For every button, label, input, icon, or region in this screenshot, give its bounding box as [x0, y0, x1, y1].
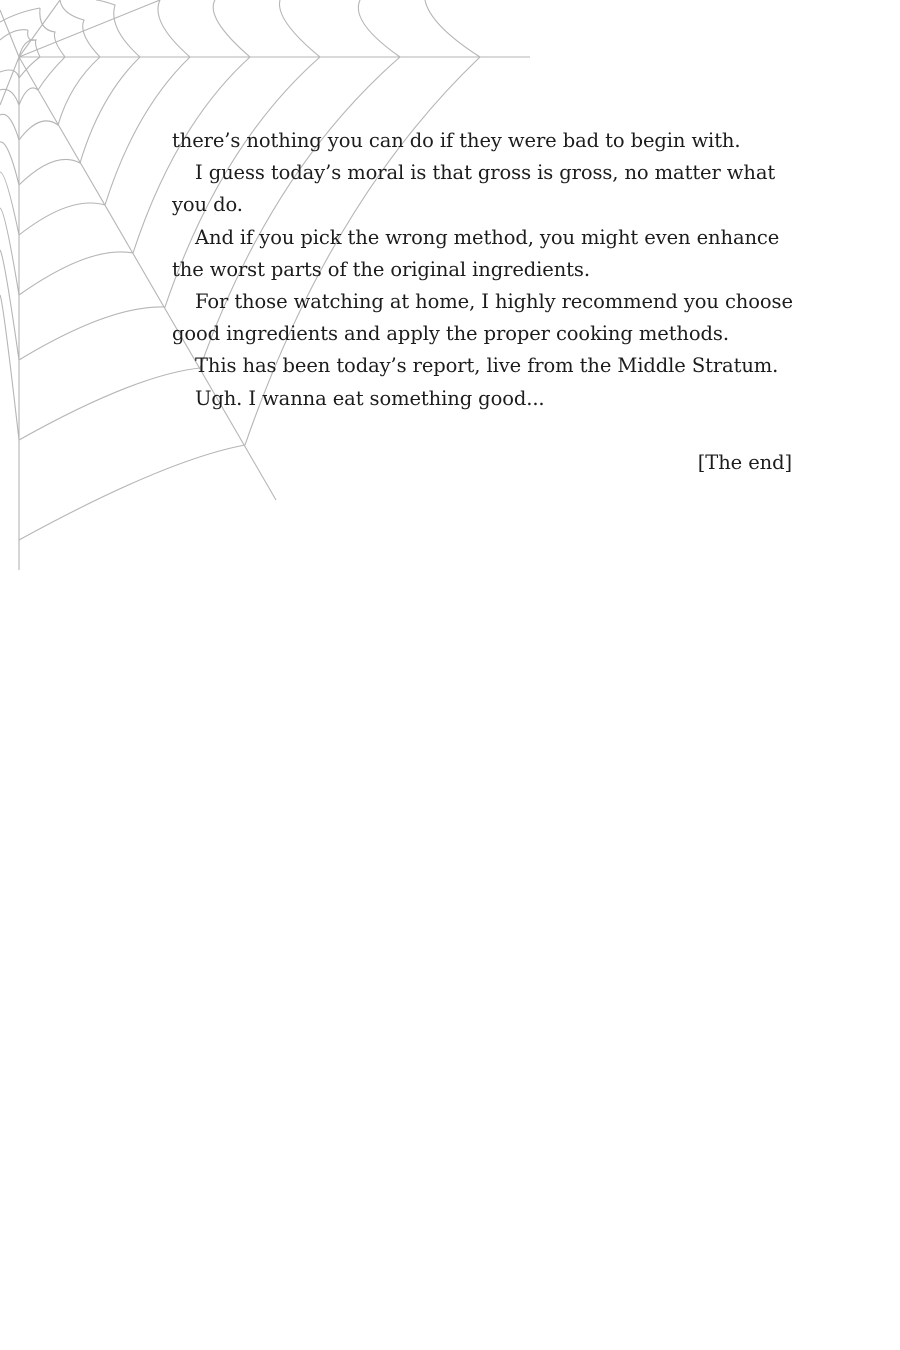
paragraph-continuation: there’s nothing you can do if they were bad to begin with. [172, 129, 741, 152]
web-spiral-arc [0, 57, 190, 235]
story-text [172, 125, 812, 479]
paragraph: For those watching at home, I highly recommend you choose good ingredients and apply the proper cooking methods. [172, 290, 793, 346]
paragraph: Ugh. I wanna eat something good... [195, 386, 545, 410]
web-spiral-arc [40, 8, 65, 57]
web-spiral-arc [0, 57, 40, 78]
web-spiral-arc [358, 0, 400, 57]
paragraph: And if you pick the wrong method, you might even enhance the worst parts of the original ingredients. [172, 225, 780, 281]
web-spiral-arc [0, 30, 28, 40]
web-spiral-arc [0, 8, 40, 22]
paragraph: I guess today’s moral is that gross is gross, no matter what you do. [172, 161, 776, 217]
web-spiral-arc [0, 57, 100, 140]
web-spiral-arc [280, 0, 321, 57]
web-spiral-arc [213, 0, 250, 57]
web-spiral-arc [19, 40, 36, 57]
web-spiral-arc [60, 0, 100, 57]
web-spiral-arc [158, 0, 190, 57]
web-spiral-arc [96, 0, 140, 57]
web-spiral-arc [425, 0, 480, 57]
paragraph: This has been today’s report, live from the Middle Stratum. [195, 354, 779, 378]
the-end-marker: [The end] [697, 450, 792, 474]
